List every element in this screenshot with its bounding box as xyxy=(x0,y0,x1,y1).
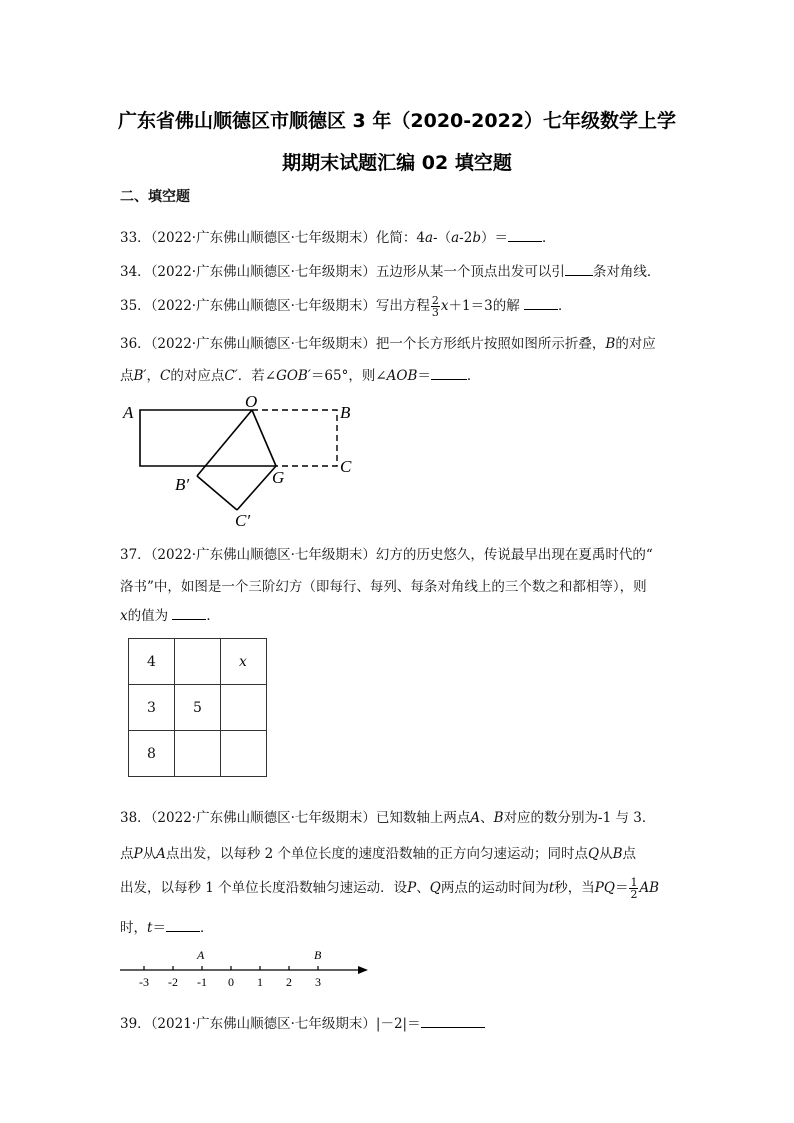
segment-BprimeCprime xyxy=(197,476,237,510)
question-38-line-4: 时，t＝ ． xyxy=(120,916,213,936)
section-heading: 二、填空题 xyxy=(120,189,190,205)
number-line xyxy=(115,944,375,990)
page-title-line-1: 广东省佛山顺德区市顺德区 3 年（2020-2022）七年级数学上学 xyxy=(117,110,677,132)
answer-blank[interactable] xyxy=(508,227,542,242)
grid-cell: 3 xyxy=(129,685,175,731)
axis-tick-label: 1 xyxy=(257,975,263,989)
question-38-line-2: 点P从A点出发，以每秒 2 个单位长度的速度沿数轴的正方向匀速运动；同时点Q从B点 xyxy=(120,846,637,862)
axis-tick-label: 2 xyxy=(286,975,292,989)
grid-cell xyxy=(175,731,221,777)
grid-cell xyxy=(221,731,267,777)
axis-tick-label: -2 xyxy=(168,975,178,989)
axis-tick-label: -3 xyxy=(139,975,149,989)
grid-cell xyxy=(221,685,267,731)
answer-blank[interactable] xyxy=(565,261,593,276)
label-O: O xyxy=(245,392,258,411)
label-G: G xyxy=(272,468,285,487)
question-36-line-2: 点B′，C的对应点C′．若∠GOB′＝65°，则∠AOB＝ ． xyxy=(120,364,480,384)
grid-cell: 5 xyxy=(175,685,221,731)
segment-CprimeG xyxy=(237,466,276,510)
question-37-line-3: x的值为 ． xyxy=(120,604,220,624)
label-C: C xyxy=(340,457,352,476)
question-33: 33．（2022·广东佛山顺德区·七年级期末）化简：4a-（a-2b）＝ ． xyxy=(120,226,555,246)
label-Cprime: C′ xyxy=(235,511,251,530)
grid-cell xyxy=(175,639,221,685)
grid-row xyxy=(129,685,267,731)
label-Bprime: B′ xyxy=(175,475,190,494)
answer-blank[interactable] xyxy=(166,917,200,932)
grid-cell: 4 xyxy=(129,639,175,685)
point-label-B: B xyxy=(314,948,322,962)
grid-row xyxy=(129,731,267,777)
label-A: A xyxy=(123,403,134,422)
fraction-one-half: $\frac{1}{2}$ xyxy=(630,876,638,901)
fold-line-OG xyxy=(252,410,276,466)
question-39: 39．（2021·广东佛山顺德区·七年级期末）|－2|＝ xyxy=(120,1012,485,1032)
fraction-two-thirds: $\frac{2}{3}$ xyxy=(431,294,439,319)
axis-tick-label: 3 xyxy=(315,975,321,989)
question-38-line-3: 出发，以每秒 1 个单位长度沿数轴匀速运动．设P、Q两点的运动时间为t秒，当PQ＝ $\frac{1}{2}$ AB xyxy=(120,876,660,901)
grid-cell: 8 xyxy=(129,731,175,777)
point-label-A: A xyxy=(197,948,205,962)
axis-tick-label: -1 xyxy=(197,975,207,989)
page-title-line-2: 期期末试题汇编 02 填空题 xyxy=(282,152,512,174)
answer-blank[interactable] xyxy=(172,605,206,620)
axis-tick-label: 0 xyxy=(228,975,234,989)
question-35: 35．（2022·广东佛山顺德区·七年级期末）写出方程 $\frac{2}{3}$ x＋1＝3的解 ． xyxy=(120,294,572,319)
answer-blank[interactable] xyxy=(421,1013,485,1028)
question-34: 34．（2022·广东佛山顺德区·七年级期末）五边形从某一个顶点出发可以引 条对角线． xyxy=(120,260,660,280)
question-37-line-1: 37．（2022·广东佛山顺德区·七年级期末）幻方的历史悠久，传说最早出现在夏禹时代的“ xyxy=(120,547,653,563)
grid-row xyxy=(129,639,267,685)
label-B: B xyxy=(340,403,351,422)
magic-square-grid xyxy=(128,638,267,777)
question-38-line-1: 38．（2022·广东佛山顺德区·七年级期末）已知数轴上两点A、B对应的数分别为-1 与 3． xyxy=(120,810,656,826)
question-36-line-1: 36．（2022·广东佛山顺德区·七年级期末）把一个长方形纸片按照如图所示折叠，B的对应 xyxy=(120,336,656,352)
grid-cell: x xyxy=(221,639,267,685)
folding-figure xyxy=(115,390,375,530)
axis-arrow xyxy=(358,966,368,974)
answer-blank[interactable] xyxy=(431,365,467,380)
question-37-line-2: 洛书”中，如图是一个三阶幻方（即每行、每列、每条对角线上的三个数之和都相等），则 xyxy=(120,579,647,595)
answer-blank[interactable] xyxy=(524,295,558,310)
